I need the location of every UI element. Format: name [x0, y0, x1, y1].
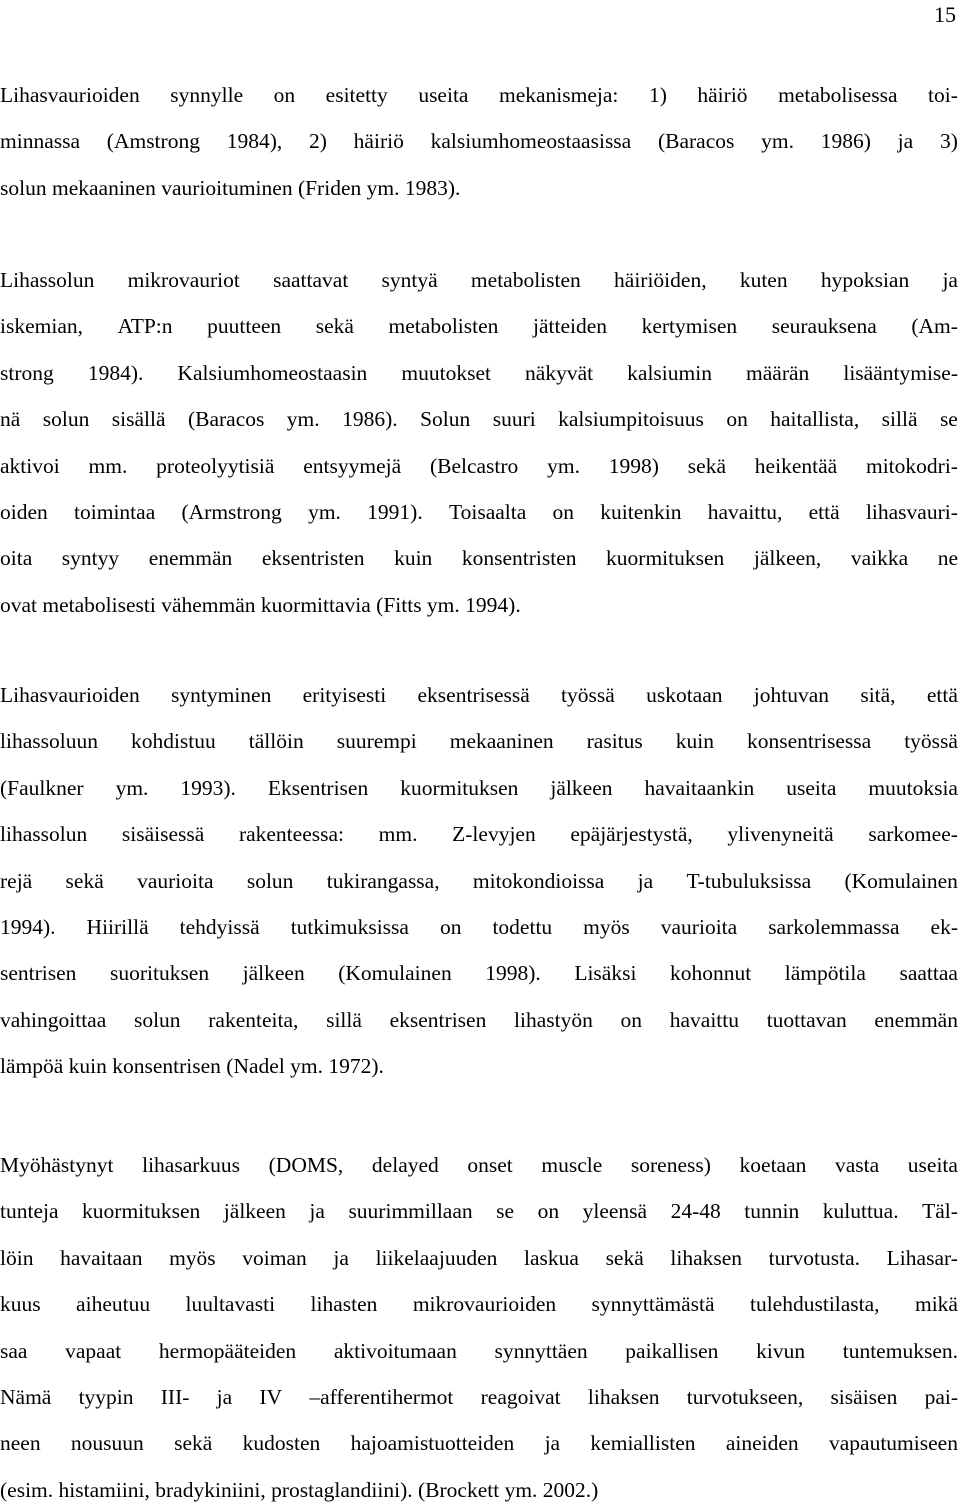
- text-line: oiden toimintaa (Armstrong ym. 1991). Toisaalta on kuitenkin havaittu, että lihasvauri-: [0, 500, 958, 524]
- text-line: lihassolun sisäisessä rakenteessa: mm. Z-levyjen epäjärjestystä, ylivenyneitä sarkomee-: [0, 822, 958, 847]
- text-line: rejä sekä vaurioita solun tukirangassa, mitokondioissa ja T-tubuluksissa (Komulainen: [0, 868, 958, 893]
- text-line: Lihasvaurioiden synnylle on esitetty useita mekanismeja: 1) häiriö metabolisessa toi-: [0, 83, 958, 107]
- text-line: sentrisen suorituksen jälkeen (Komulainen 1998). Lisäksi kohonnut lämpötila saattaa: [0, 961, 958, 986]
- text-line: löin havaitaan myös voiman ja liikelaajuuden laskua sekä lihaksen turvotusta. Lihasar-: [0, 1245, 958, 1270]
- text-line: kuus aiheutuu luultavasti lihasten mikrovaurioiden synnyttämästä tulehdustilasta, mikä: [0, 1292, 958, 1317]
- text-line: 1994). Hiirillä tehdyissä tutkimuksissa on todettu myös vaurioita sarkolemmassa ek-: [0, 915, 958, 939]
- text-line: neen nousuun sekä kudosten hajoamistuotteiden ja kemiallisten aineiden vapautumiseen: [0, 1431, 958, 1456]
- text-line: minnassa (Amstrong 1984), 2) häiriö kalsiumhomeostaasissa (Baracos ym. 1986) ja 3): [0, 129, 958, 154]
- text-line: (esim. histamiini, bradykiniini, prostaglandiini). (Brockett ym. 2002.): [0, 1477, 599, 1502]
- text-line: nä solun sisällä (Baracos ym. 1986). Solun suuri kalsiumpitoisuus on haitallista, sillä se: [0, 407, 958, 432]
- text-line: saa vapaat hermopääteiden aktivoitumaan synnyttäen paikallisen kivun tuntemuksen.: [0, 1338, 958, 1363]
- text-line: ovat metabolisesti vähemmän kuormittavia (Fitts ym. 1994).: [0, 592, 521, 617]
- text-line: oita syntyy enemmän eksentristen kuin konsentristen kuormituksen jälkeen, vaikka ne: [0, 546, 958, 571]
- text-line: strong 1984). Kalsiumhomeostaasin muutokset näkyvät kalsiumin määrän lisääntymise-: [0, 360, 958, 385]
- text-line: iskemian, ATP:n puutteen sekä metabolisten jätteiden kertymisen seurauksena (Am-: [0, 314, 958, 339]
- text-line: Myöhästynyt lihasarkuus (DOMS, delayed onset muscle soreness) koetaan vasta useita: [0, 1153, 958, 1177]
- text-line: lihassoluun kohdistuu tällöin suurempi mekaaninen rasitus kuin konsentrisessa työssä: [0, 729, 958, 754]
- text-line: solun mekaaninen vaurioituminen (Friden ym. 1983).: [0, 175, 461, 200]
- text-line: aktivoi mm. proteolyytisiä entsyymejä (Belcastro ym. 1998) sekä heikentää mitokodri-: [0, 453, 958, 478]
- text-line: lämpöä kuin konsentrisen (Nadel ym. 1972).: [0, 1054, 384, 1079]
- text-line: Lihasvaurioiden syntyminen erityisesti eksentrisessä työssä uskotaan johtuvan sitä, että: [0, 683, 958, 707]
- text-line: (Faulkner ym. 1993). Eksentrisen kuormituksen jälkeen havaitaankin useita muutoksia: [0, 775, 958, 800]
- text-line: Lihassolun mikrovauriot saattavat syntyä metabolisten häiriöiden, kuten hypoksian ja: [0, 268, 958, 292]
- text-line: tunteja kuormituksen jälkeen ja suurimmillaan se on yleensä 24-48 tunnin kuluttua. Täl-: [0, 1199, 958, 1224]
- text-line: vahingoittaa solun rakenteita, sillä eksentrisen lihastyön on havaittu tuottavan enemmän: [0, 1007, 958, 1032]
- text-line: Nämä tyypin III- ja IV –afferentihermot reagoivat lihaksen turvotukseen, sisäisen pai-: [0, 1385, 958, 1409]
- page-number: 15: [934, 2, 956, 27]
